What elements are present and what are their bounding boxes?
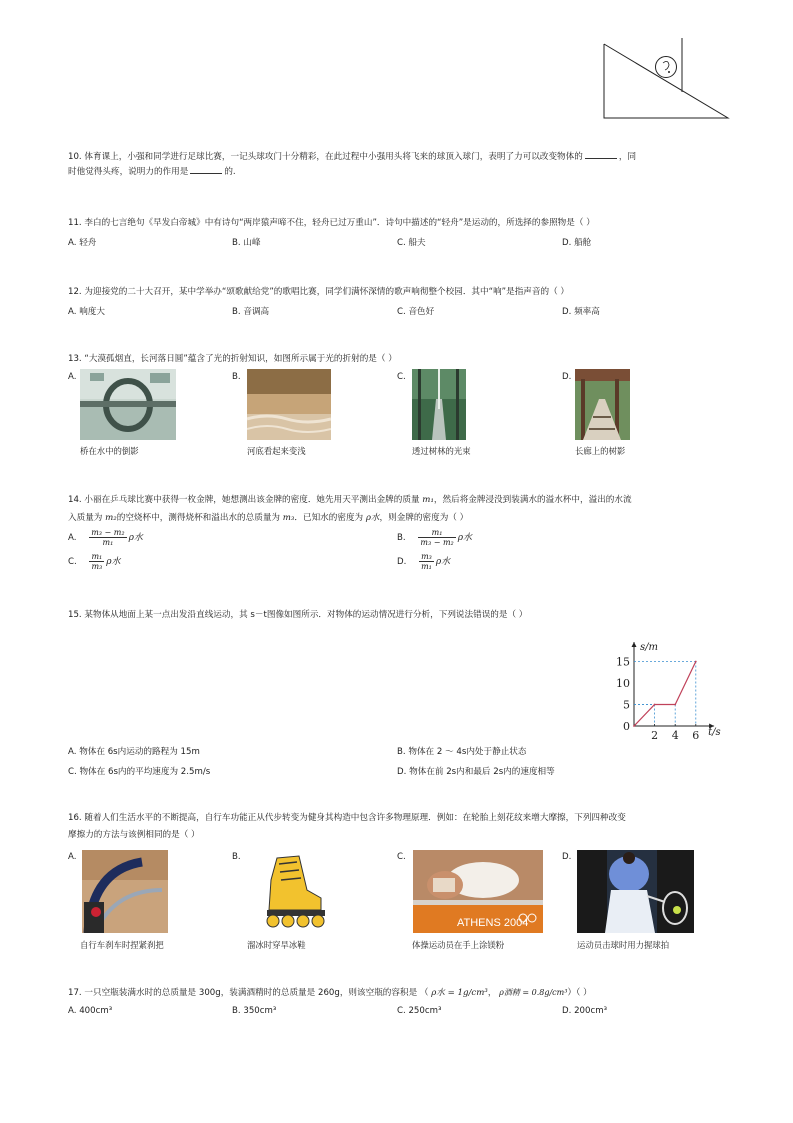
q15-option-b[interactable]: B. 物体在 2 ～ 4s内处于静止状态	[397, 747, 527, 757]
q12-option-a[interactable]: A. 响度大	[68, 307, 105, 317]
corridor-shadow-image[interactable]	[575, 369, 630, 440]
q15-option-a[interactable]: A. 物体在 6s内运动的路程为 15m	[68, 747, 200, 757]
question-13: 13. “大漠孤烟直，长河落日圆”蕴含了光的折射知识，如图所示属于光的折射的是（ ）	[68, 354, 397, 364]
q14-a-rho: ρ水	[128, 533, 143, 543]
q13-caption-a: 桥在水中的倒影	[80, 446, 139, 456]
q14-c-fraction: $\frac{\text{m₁}}{\text{m₃}}$	[91, 552, 103, 571]
y-tick-label: 0	[623, 720, 630, 733]
q10-line1: 10. 体育课上，小强和同学进行足球比赛，一记头球攻门十分精彩，在此过程中小强用头将飞来的球顶入球门，表明了力可以改变物体的	[68, 152, 583, 162]
x-tick-label: 4	[671, 729, 679, 742]
q13-letter-c: C.	[397, 372, 406, 382]
symbol-m3: m₃	[282, 513, 295, 523]
y-tick-label: 15	[616, 655, 630, 669]
q14-c-rho: ρ水	[106, 557, 121, 567]
y-axis-label: s/m	[640, 642, 658, 653]
q12-option-c[interactable]: C. 音色好	[397, 307, 435, 317]
q12-option-b[interactable]: B. 音调高	[232, 307, 270, 317]
q15-option-d[interactable]: D. 物体在前 2s内和最后 2s内的速度相等	[397, 767, 555, 777]
q16-caption-b: 溜冰时穿旱冰鞋	[247, 940, 306, 950]
q17-option-a[interactable]: A. 400cm³	[68, 1006, 113, 1016]
data-point	[654, 704, 656, 706]
q10-line2: 时他觉得头疼，说明力的作用是	[68, 167, 189, 177]
q17-rho-water: ρ水 = 1g/cm³	[431, 988, 488, 998]
q13-letter-a: A.	[68, 372, 77, 382]
tennis-player-image[interactable]	[577, 850, 694, 933]
q14-d-fraction: $\frac{\text{m₃}}{\text{m₁}}$	[421, 552, 432, 571]
bike-brake-image[interactable]	[82, 850, 168, 933]
question-16: 16. 随着人们生活水平的不断提高，自行车功能正从代步转变为健身其构造中包含许多物理原理．例如：在轮胎上刻花纹来增大摩擦，下列四种改变 摩擦力的方法与该例相同的是（ ）	[68, 813, 626, 840]
q13-letter-b: B.	[232, 372, 241, 382]
q16-letter-d: D.	[562, 852, 572, 862]
q16-caption-a: 自行车刹车时捏紧刹把	[80, 940, 164, 950]
y-axis-arrow	[632, 642, 637, 647]
incline-diagram	[598, 36, 732, 122]
q11-option-c[interactable]: C. 船夫	[397, 238, 426, 248]
x-axis-label: t/s	[708, 727, 721, 738]
q17-option-b[interactable]: B. 350cm³	[232, 1006, 277, 1016]
roller-skate-image[interactable]	[249, 850, 333, 933]
q14-option-b[interactable]: B. $\frac{\text{m₁}}{\text{m₃ − m₂}}$ ρ水	[397, 528, 473, 547]
q16-letter-c: C.	[397, 852, 406, 862]
q11-option-b[interactable]: B. 山峰	[232, 238, 261, 248]
q13-caption-c: 透过树林的光束	[412, 446, 471, 456]
question-10: 10. 体育课上，小强和同学进行足球比赛，一记头球攻门十分精彩，在此过程中小强用头将飞来的球顶入球门，表明了力可以改变物体的 ，同 时他觉得头疼，说明力的作用是 的.	[68, 152, 637, 177]
riverbed-image[interactable]	[247, 369, 331, 440]
q14-b-rho: ρ水	[457, 533, 473, 543]
data-point	[674, 704, 676, 706]
q14-option-d[interactable]: D. $\frac{\text{m₃}}{\text{m₁}}$ ρ水	[397, 552, 451, 571]
question-11: 11. 李白的七言绝句《早发白帝城》中有诗句“两岸猿声啼不住，轻舟已过万重山”．诗句中描述的“轻舟”是运动的，所选择的参照物是（ ）	[68, 218, 595, 228]
q11-option-a[interactable]: A. 轻舟	[68, 238, 97, 248]
q12-option-d[interactable]: D. 频率高	[562, 307, 600, 317]
x-tick-label: 2	[651, 729, 659, 742]
series-line	[634, 662, 696, 727]
q17-option-c[interactable]: C. 250cm³	[397, 1006, 442, 1016]
q13-letter-d: D.	[562, 372, 572, 382]
question-14: 14. 小丽在乒乓球比赛中获得一枚金牌，她想测出该金牌的密度．她先用天平测出金牌的质量 m₁，然后将金牌浸没到装满水的溢水杯中，溢出的水流 入质量为 m₂的空烧杯中，测得烧杯和溢出水的总质量为 m₃．已知水的密度为 ρ水，则金牌的密度为（ ）	[68, 495, 632, 523]
q14-a-fraction: $\frac{\text{m₃ − m₂}}{\text{m₁}}$	[91, 528, 125, 547]
symbol-m1: m₁	[422, 495, 434, 505]
question-17: 17. 一只空瓶装满水时的总质量是 300g，装满酒精时的总质量是 260g，则该空瓶的容积是 （ ρ水 = 1g/cm³， ρ酒精 = 0.8g/cm³）（ ）	[68, 988, 592, 998]
q16-letter-b: B.	[232, 852, 241, 862]
q16-caption-d: 运动员击球时用力握球拍	[577, 940, 670, 950]
gymnast-chalk-image[interactable]	[413, 850, 543, 933]
q14-option-c[interactable]: C. $\frac{\text{m₁}}{\text{m₃}}$ ρ水	[68, 552, 121, 571]
data-point	[695, 661, 697, 663]
symbol-m2: m₂	[105, 513, 117, 523]
q14-option-a[interactable]: A. $\frac{\text{m₃ − m₂}}{\text{m₁}}$ ρ水	[68, 528, 143, 547]
q16-caption-c: 体操运动员在手上涂镁粉	[412, 940, 505, 950]
q15-option-c[interactable]: C. 物体在 6s内的平均速度为 2.5m/s	[68, 767, 211, 777]
s-t-chart	[612, 622, 732, 744]
q13-caption-b: 河底看起来变浅	[247, 446, 306, 456]
q17-option-d[interactable]: D. 200cm³	[562, 1006, 608, 1016]
q16-letter-a: A.	[68, 852, 77, 862]
q14-b-fraction: $\frac{\text{m₁}}{\text{m₃ − m₂}}$	[420, 528, 454, 547]
forest-light-image[interactable]	[412, 369, 466, 440]
question-15: 15. 某物体从地面上某一点出发沿直线运动，其 s－t图像如图所示．对物体的运动情况进行分析，下列说法错误的是（ ）	[68, 610, 528, 620]
bridge-reflection-image[interactable]	[80, 369, 176, 440]
q10-blank-2[interactable]	[190, 165, 222, 174]
q11-option-d[interactable]: D. 船舱	[562, 238, 592, 248]
athens-banner-text: ATHENS 2004	[457, 917, 529, 929]
q14-d-rho: ρ水	[435, 557, 451, 567]
question-12: 12. 为迎接党的二十大召开，某中学举办“颂歌献给党”的歌唱比赛，同学们满怀深情的歌声响彻整个校园．其中“响”是指声音的（ ）	[68, 287, 570, 297]
x-tick-label: 6	[692, 729, 700, 742]
symbol-rho-water: ρ水	[365, 513, 380, 523]
q13-caption-d: 长廊上的树影	[575, 446, 626, 456]
data-point	[633, 725, 635, 727]
y-tick-label: 5	[623, 698, 630, 712]
q10-blank-1[interactable]	[585, 150, 617, 159]
q17-rho-alcohol: ρ酒精 = 0.8g/cm³	[499, 988, 568, 997]
y-tick-label: 10	[616, 677, 630, 690]
